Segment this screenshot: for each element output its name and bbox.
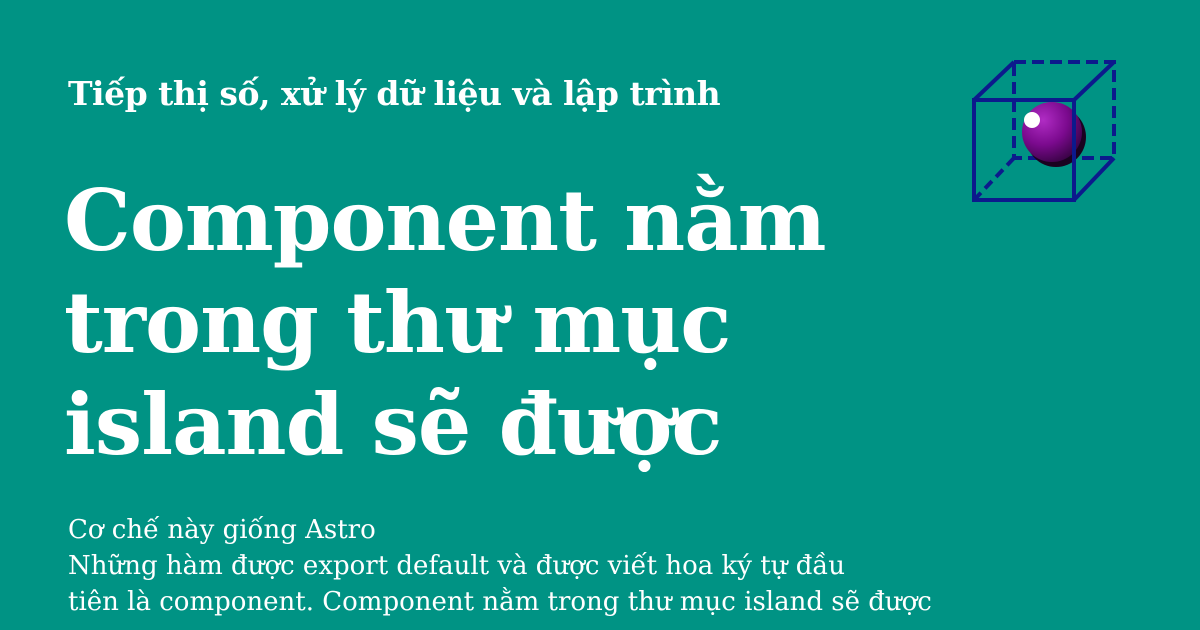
article-title-line-2: trong thư mục (64, 273, 731, 372)
site-tagline: Tiếp thị số, xử lý dữ liệu và lập trình (68, 74, 721, 113)
article-description (68, 512, 968, 617)
description-line-3: tiên là component. Component nằm trong thư mục island sẽ được (68, 587, 932, 617)
description-line-1: Cơ chế này giống Astro (68, 515, 376, 545)
article-title (64, 170, 884, 476)
logo-svg (964, 52, 1124, 212)
sphere-highlight (1024, 112, 1040, 128)
cube-with-sphere-icon (964, 52, 1124, 212)
cube-edge-bottom-left (974, 158, 1014, 200)
article-title-line-1: Component nằm (64, 171, 826, 270)
description-line-2: Những hàm được export default và được viết hoa ký tự đầu (68, 551, 846, 581)
cube-edge-top-right (1074, 62, 1114, 100)
article-title-line-3: island sẽ được (64, 375, 722, 474)
cube-edge-top-left (974, 62, 1014, 100)
cube-edge-bottom-right (1074, 158, 1114, 200)
